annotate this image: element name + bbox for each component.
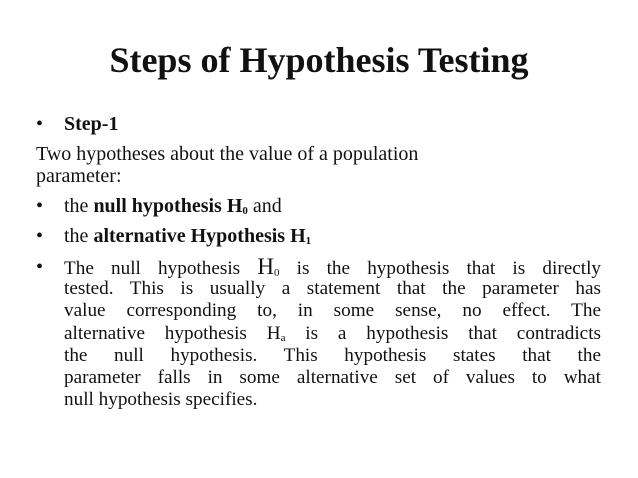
bullet-marker: •: [36, 113, 44, 135]
intro-line-2: parameter:: [36, 165, 122, 187]
h0-symbol: H: [257, 256, 274, 279]
slide-title: Steps of Hypothesis Testing: [109, 40, 529, 80]
paragraph-line: parameter falls in some alternative set of values to what: [64, 366, 601, 388]
paragraph-line: The null hypothesis H0 is the hypothesis that is directly: [64, 256, 601, 279]
step-label: Step-1: [64, 113, 119, 135]
alt-subscript: 1: [305, 235, 312, 247]
paragraph-line: alternative hypothesis Ha is a hypothesis that contradicts: [64, 322, 601, 344]
null-prefix: the: [64, 195, 94, 217]
bullet-marker: •: [36, 256, 44, 278]
null-subscript: 0: [242, 205, 248, 217]
null-suffix: and: [247, 195, 282, 217]
hypothesis-explanation: [64, 256, 601, 411]
paragraph-line: value corresponding to, in some sense, no effect. The: [64, 300, 601, 322]
null-hypothesis-term: null hypothesis H: [93, 195, 243, 217]
paragraph-line: tested. This is usually a statement that the parameter has: [64, 278, 601, 300]
alt-prefix: the: [64, 225, 94, 247]
alternative-hypothesis-item: [64, 225, 311, 252]
bullet-marker: •: [36, 195, 44, 217]
paragraph-line: the null hypothesis. This hypothesis states that the: [64, 344, 601, 366]
alternative-hypothesis-term: alternative Hypothesis H: [93, 225, 306, 247]
intro-line-1: Two hypotheses about the value of a population: [36, 143, 419, 165]
bullet-marker: •: [36, 225, 44, 247]
null-hypothesis-item: [64, 195, 282, 222]
paragraph-line: null hypothesis specifies.: [64, 389, 258, 411]
